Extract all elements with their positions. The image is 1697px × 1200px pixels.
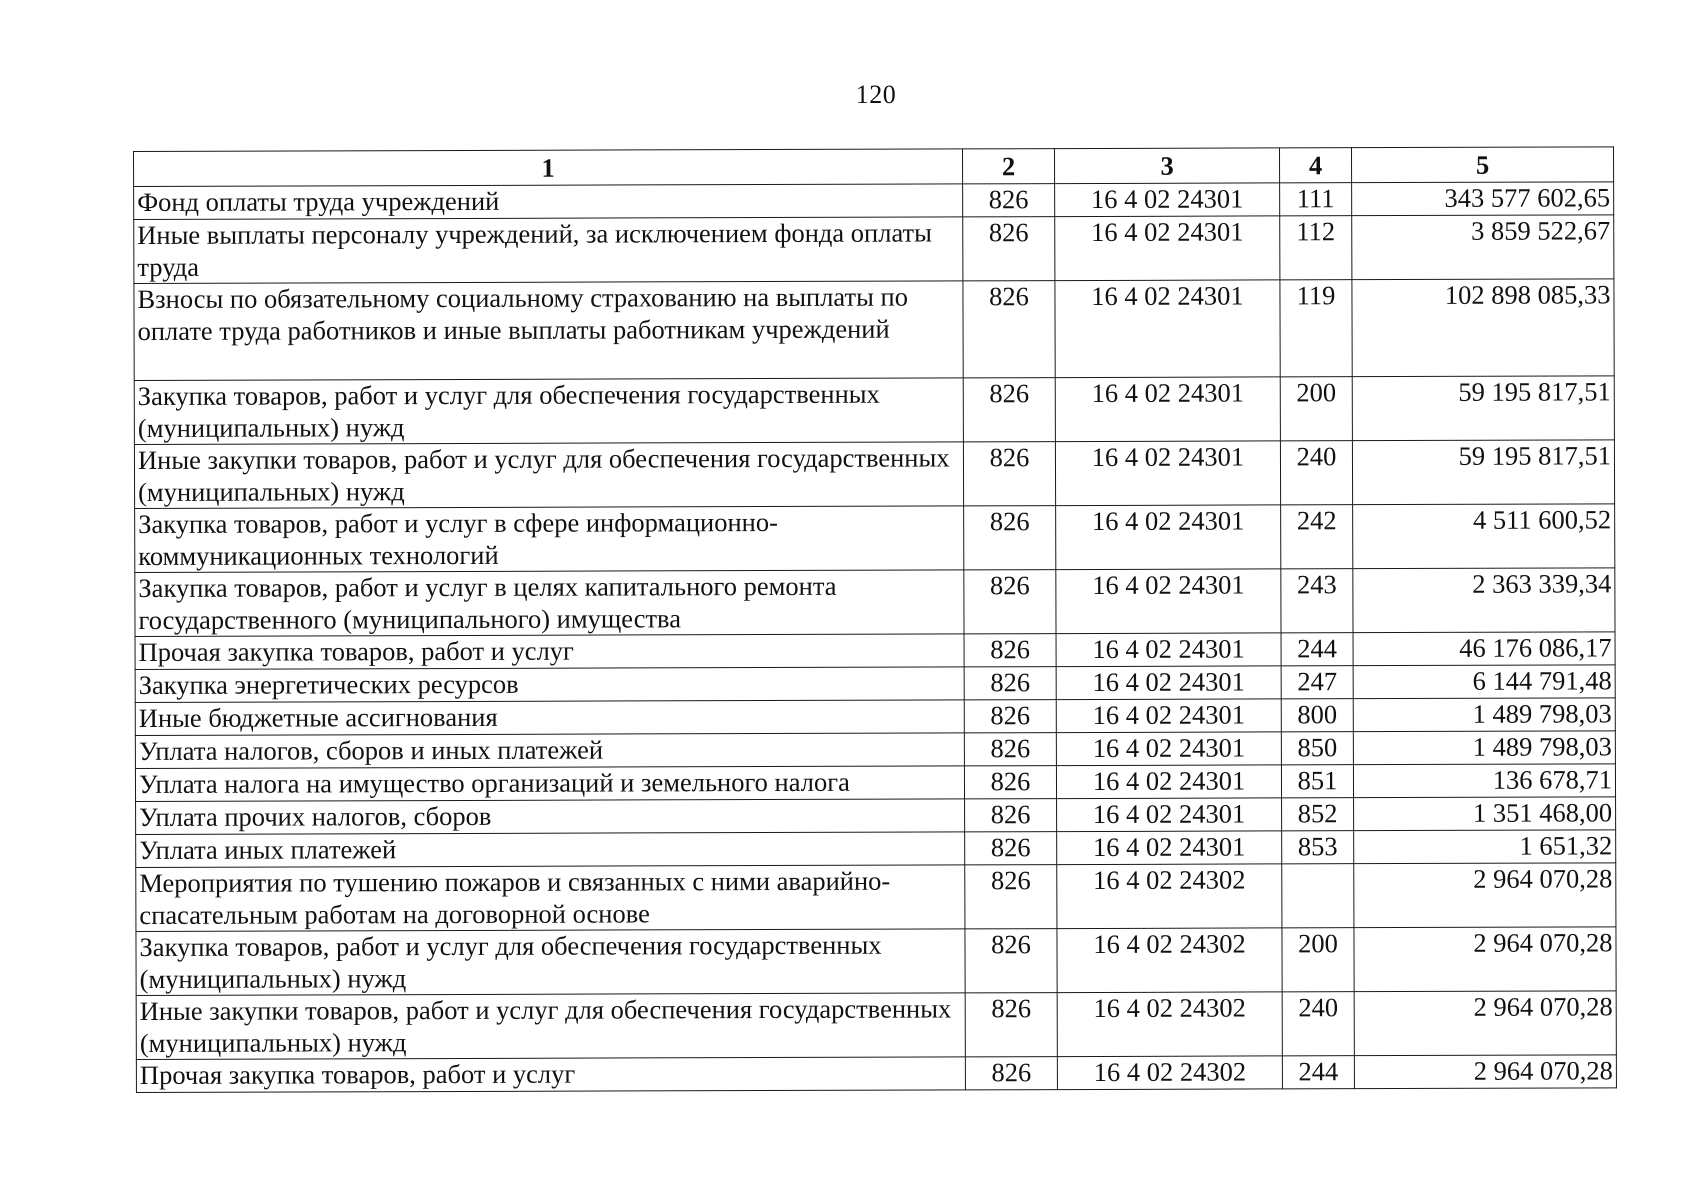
table-row bbox=[135, 665, 1615, 703]
table-row bbox=[136, 991, 1616, 1060]
amount-cell: 2 363 339,34 bbox=[1353, 568, 1615, 633]
expense-name-cell: Уплата иных платежей bbox=[136, 832, 965, 868]
expense-name-cell: Закупка товаров, работ и услуг в сфере информационно-коммуникационных технологий bbox=[135, 506, 964, 573]
target-article-cell: 16 4 02 24302 bbox=[1057, 992, 1282, 1057]
column-header-5: 5 bbox=[1351, 147, 1613, 183]
expense-name-cell: Уплата налога на имущество организаций и земельного налога bbox=[135, 766, 964, 802]
ministry-code-cell: 826 bbox=[965, 1057, 1057, 1090]
expense-type-cell: 852 bbox=[1282, 798, 1354, 831]
target-article-cell: 16 4 02 24301 bbox=[1056, 505, 1281, 570]
column-header-2: 2 bbox=[962, 149, 1054, 184]
expense-name-cell: Закупка товаров, работ и услуг для обеспечения государственных (муниципальных) нужд bbox=[134, 378, 963, 445]
expense-type-cell: 242 bbox=[1281, 505, 1353, 569]
amount-cell: 6 144 791,48 bbox=[1353, 665, 1615, 699]
expense-name-cell: Иные закупки товаров, работ и услуг для обеспечения государственных (муниципальных) нужд bbox=[136, 993, 965, 1060]
expense-type-cell: 850 bbox=[1281, 732, 1353, 765]
amount-cell: 4 511 600,52 bbox=[1353, 504, 1615, 569]
ministry-code-cell: 826 bbox=[964, 506, 1056, 570]
column-header-1: 1 bbox=[134, 149, 963, 187]
target-article-cell: 16 4 02 24301 bbox=[1055, 216, 1280, 281]
expense-type-cell: 851 bbox=[1281, 765, 1353, 798]
expense-type-cell: 247 bbox=[1281, 666, 1353, 699]
amount-cell: 2 964 070,28 bbox=[1354, 863, 1616, 928]
expense-type-cell: 243 bbox=[1281, 569, 1353, 633]
expense-name-cell: Фонд оплаты труда учреждений bbox=[134, 184, 963, 220]
table-row bbox=[136, 863, 1616, 932]
amount-cell: 59 195 817,51 bbox=[1352, 376, 1614, 441]
amount-cell: 2 964 070,28 bbox=[1354, 927, 1616, 992]
table-body bbox=[134, 182, 1617, 1093]
expense-name-cell: Уплата налогов, сборов и иных платежей bbox=[135, 733, 964, 769]
column-header-3: 3 bbox=[1054, 148, 1279, 184]
target-article-cell: 16 4 02 24301 bbox=[1055, 377, 1280, 442]
table-row bbox=[135, 764, 1615, 802]
expense-type-cell: 240 bbox=[1282, 992, 1354, 1056]
amount-cell: 102 898 085,33 bbox=[1352, 279, 1614, 377]
ministry-code-cell: 826 bbox=[965, 799, 1057, 832]
target-article-cell: 16 4 02 24301 bbox=[1056, 633, 1281, 667]
ministry-code-cell: 826 bbox=[964, 570, 1056, 634]
target-article-cell: 16 4 02 24301 bbox=[1056, 765, 1281, 799]
table-row bbox=[135, 504, 1615, 573]
expense-name-cell: Иные закупки товаров, работ и услуг для обеспечения государственных (муниципальных) нужд bbox=[134, 442, 963, 509]
ministry-code-cell: 826 bbox=[965, 832, 1057, 865]
amount-cell: 2 964 070,28 bbox=[1354, 991, 1616, 1056]
target-article-cell: 16 4 02 24301 bbox=[1055, 183, 1280, 217]
target-article-cell: 16 4 02 24301 bbox=[1056, 569, 1281, 634]
expense-name-cell: Мероприятия по тушению пожаров и связанных с ними аварийно-спасательным работам на договорной основе bbox=[136, 865, 965, 932]
expense-type-cell: 200 bbox=[1282, 928, 1354, 992]
expense-type-cell: 800 bbox=[1281, 699, 1353, 732]
page-number: 120 bbox=[855, 80, 897, 109]
expense-name-cell: Закупка энергетических ресурсов bbox=[135, 667, 964, 703]
expense-name-cell: Прочая закупка товаров, работ и услуг bbox=[136, 1057, 965, 1093]
expense-type-cell: 244 bbox=[1282, 1056, 1354, 1089]
table-row bbox=[136, 1055, 1616, 1093]
table-row bbox=[135, 568, 1615, 637]
table-row bbox=[134, 215, 1614, 284]
expense-type-cell bbox=[1282, 864, 1354, 928]
expense-name-cell: Уплата прочих налогов, сборов bbox=[136, 799, 965, 835]
table-row bbox=[134, 279, 1614, 381]
table-row bbox=[135, 632, 1615, 670]
amount-cell: 136 678,71 bbox=[1353, 764, 1615, 798]
table-row bbox=[136, 797, 1616, 835]
expense-name-cell: Прочая закупка товаров, работ и услуг bbox=[135, 634, 964, 670]
ministry-code-cell: 826 bbox=[963, 281, 1055, 378]
amount-cell: 3 859 522,67 bbox=[1352, 215, 1614, 280]
expense-type-cell: 240 bbox=[1280, 441, 1352, 505]
table-row bbox=[135, 698, 1615, 736]
amount-cell: 1 489 798,03 bbox=[1353, 698, 1615, 732]
target-article-cell: 16 4 02 24301 bbox=[1056, 666, 1281, 700]
ministry-code-cell: 826 bbox=[964, 733, 1056, 766]
amount-cell: 343 577 602,65 bbox=[1352, 182, 1614, 216]
expense-type-cell: 853 bbox=[1282, 831, 1354, 864]
amount-cell: 59 195 817,51 bbox=[1352, 440, 1614, 505]
target-article-cell: 16 4 02 24301 bbox=[1057, 798, 1282, 832]
amount-cell: 1 351 468,00 bbox=[1354, 797, 1616, 831]
amount-cell: 46 176 086,17 bbox=[1353, 632, 1615, 666]
expense-type-cell: 112 bbox=[1280, 216, 1352, 280]
expense-type-cell: 200 bbox=[1280, 377, 1352, 441]
table-row bbox=[134, 376, 1614, 445]
ministry-code-cell: 826 bbox=[965, 993, 1057, 1057]
target-article-cell: 16 4 02 24301 bbox=[1056, 699, 1281, 733]
expense-name-cell: Закупка товаров, работ и услуг для обеспечения государственных (муниципальных) нужд bbox=[136, 929, 965, 996]
target-article-cell: 16 4 02 24301 bbox=[1057, 831, 1282, 865]
target-article-cell: 16 4 02 24302 bbox=[1057, 864, 1282, 929]
expense-type-cell: 119 bbox=[1280, 280, 1352, 377]
ministry-code-cell: 826 bbox=[963, 184, 1055, 217]
target-article-cell: 16 4 02 24302 bbox=[1057, 928, 1282, 993]
budget-table bbox=[133, 146, 1617, 1093]
table-header bbox=[134, 147, 1614, 187]
table-row bbox=[134, 182, 1614, 220]
expense-name-cell: Закупка товаров, работ и услуг в целях капитального ремонта государственного (муниципального) имущества bbox=[135, 570, 964, 637]
table-row bbox=[134, 440, 1614, 509]
table-row bbox=[135, 731, 1615, 769]
expense-type-cell: 111 bbox=[1280, 183, 1352, 216]
ministry-code-cell: 826 bbox=[964, 700, 1056, 733]
table-row bbox=[136, 830, 1616, 868]
ministry-code-cell: 826 bbox=[964, 766, 1056, 799]
ministry-code-cell: 826 bbox=[963, 217, 1055, 281]
column-header-4: 4 bbox=[1279, 148, 1351, 183]
target-article-cell: 16 4 02 24301 bbox=[1055, 441, 1280, 506]
amount-cell: 1 651,32 bbox=[1354, 830, 1616, 864]
expense-name-cell: Взносы по обязательному социальному страхованию на выплаты по оплате труда работников и иные выплаты работникам учреждений bbox=[134, 281, 963, 381]
ministry-code-cell: 826 bbox=[965, 929, 1057, 993]
expense-name-cell: Иные выплаты персоналу учреждений, за исключением фонда оплаты труда bbox=[134, 217, 963, 284]
target-article-cell: 16 4 02 24301 bbox=[1055, 280, 1280, 378]
ministry-code-cell: 826 bbox=[964, 634, 1056, 667]
target-article-cell: 16 4 02 24301 bbox=[1056, 732, 1281, 766]
amount-cell: 2 964 070,28 bbox=[1354, 1055, 1616, 1089]
ministry-code-cell: 826 bbox=[965, 865, 1057, 929]
ministry-code-cell: 826 bbox=[963, 442, 1055, 506]
expense-type-cell: 244 bbox=[1281, 633, 1353, 666]
header-row bbox=[134, 147, 1614, 187]
amount-cell: 1 489 798,03 bbox=[1353, 731, 1615, 765]
target-article-cell: 16 4 02 24302 bbox=[1057, 1056, 1282, 1090]
ministry-code-cell: 826 bbox=[963, 378, 1055, 442]
ministry-code-cell: 826 bbox=[964, 667, 1056, 700]
table-row bbox=[136, 927, 1616, 996]
expense-name-cell: Иные бюджетные ассигнования bbox=[135, 700, 964, 736]
